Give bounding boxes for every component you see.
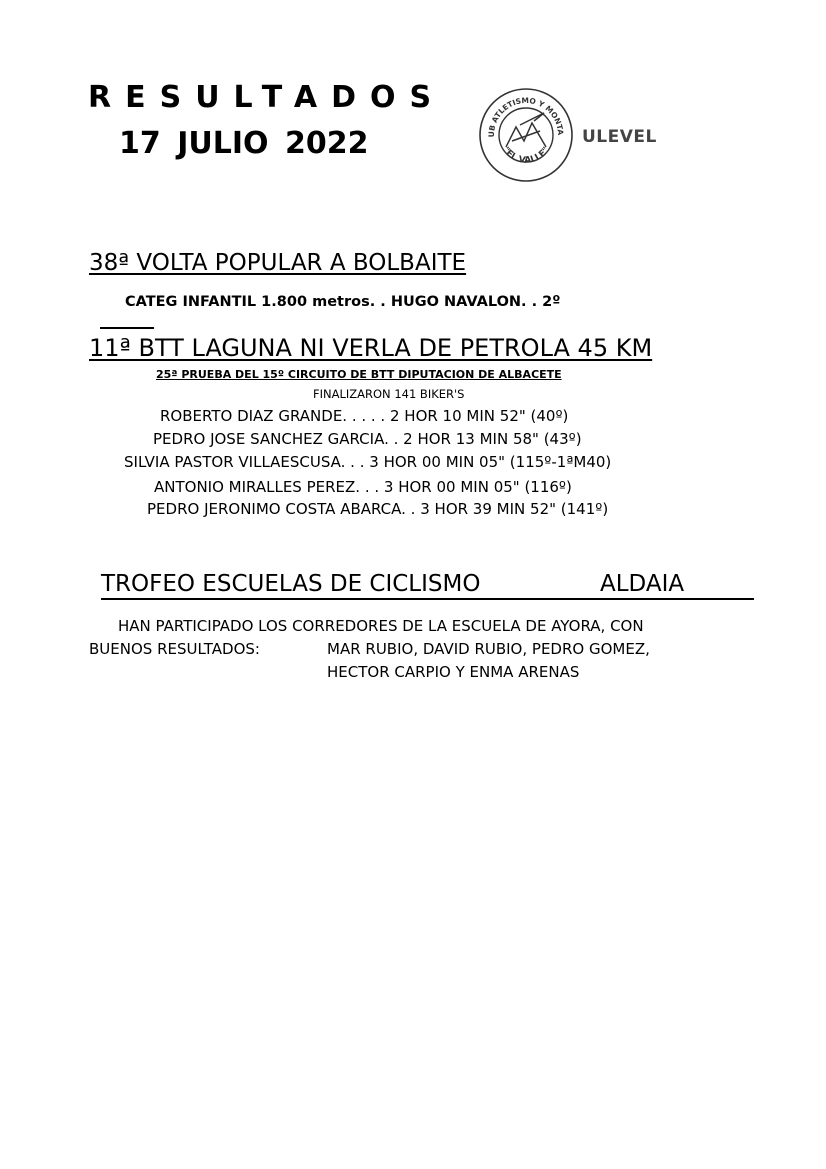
club-logo-emblem xyxy=(476,85,576,185)
club-bottom-text: "EL VALLE" xyxy=(500,145,552,166)
section-title-btt: 11ª BTT LAGUNA NI VERLA DE PETROLA 45 KM xyxy=(89,334,653,362)
trofeo-text-line: HAN PARTICIPADO LOS CORREDORES DE LA ESCUELA DE AYORA, CON xyxy=(118,617,644,635)
ulevel-logo: ULEVEL xyxy=(582,127,657,147)
btt-result-row: PEDRO JOSE SANCHEZ GARCIA. . 2 HOR 13 MIN 58" (43º) xyxy=(153,430,582,448)
section-title-bolbaite: 38ª VOLTA POPULAR A BOLBAITE xyxy=(89,250,467,276)
trofeo-place: ALDAIA xyxy=(600,571,685,597)
btt-circuit-subtitle: 25ª PRUEBA DEL 15º CIRCUITO DE BTT DIPUTACION DE ALBACETE xyxy=(156,368,562,381)
results-date: 17 JULIO 2022 xyxy=(119,126,369,161)
page-title: RESULTADOS xyxy=(88,80,446,115)
btt-result-row: ROBERTO DIAZ GRANDE. . . . . 2 HOR 10 MIN 52" (40º) xyxy=(160,407,569,425)
btt-result-row: SILVIA PASTOR VILLAESCUSA. . . 3 HOR 00 MIN 05" (115º-1ªM40) xyxy=(124,453,612,471)
club-ring-text: UB ATLETISMO Y MONTA xyxy=(486,95,566,138)
svg-text:"EL VALLE" xyxy=(500,146,551,166)
btt-result-row: PEDRO JERONIMO COSTA ABARCA. . 3 HOR 39 MIN 52" (141º) xyxy=(147,500,609,518)
divider xyxy=(100,327,154,329)
mountain-runner-icon xyxy=(506,113,546,147)
trofeo-underline xyxy=(101,598,754,600)
btt-finishers: FINALIZARON 141 BIKER'S xyxy=(313,387,465,401)
bolbaite-result: CATEG INFANTIL 1.800 metros. . HUGO NAVALON. . 2º xyxy=(125,294,561,310)
club-logo xyxy=(476,85,576,185)
trofeo-text-label: BUENOS RESULTADOS: xyxy=(89,640,260,658)
btt-result-row: ANTONIO MIRALLES PEREZ. . . 3 HOR 00 MIN 05" (116º) xyxy=(154,478,572,496)
section-title-trofeo: TROFEO ESCUELAS DE CICLISMO xyxy=(101,571,481,597)
trofeo-names-line: MAR RUBIO, DAVID RUBIO, PEDRO GOMEZ, xyxy=(327,640,650,658)
trofeo-names-line: HECTOR CARPIO Y ENMA ARENAS xyxy=(327,663,580,681)
